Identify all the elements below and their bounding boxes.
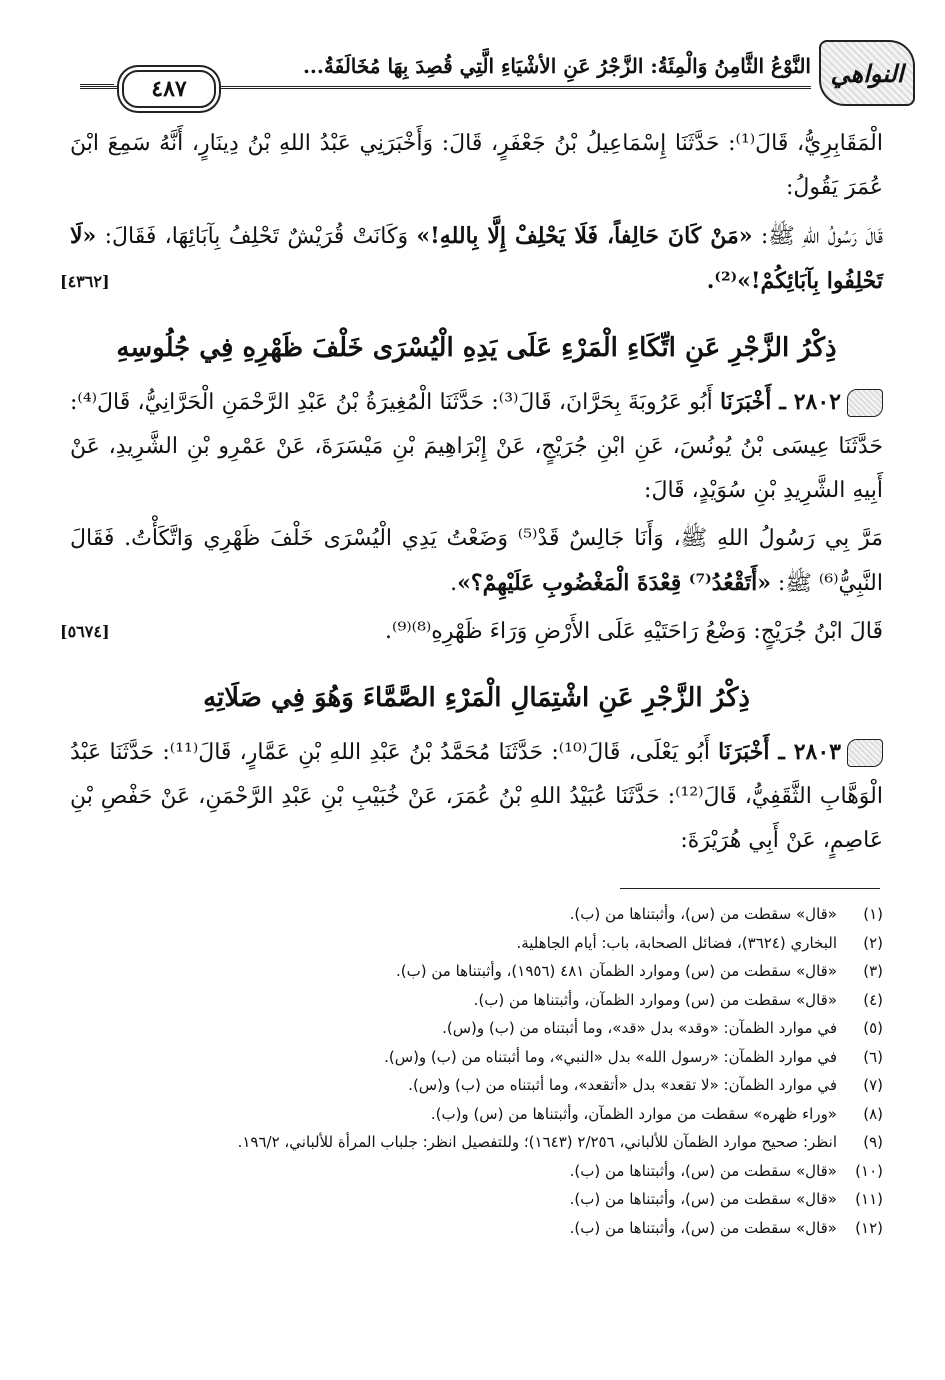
footnote [70, 986, 883, 1015]
prophetic-quote: «مَنْ كَانَ حَالِفاً، فَلَا يَحْلِفْ إِلَّا بِاللهِ!» [416, 223, 753, 249]
footnote-text: «قال» سقطت من (س)، وأثبتناها من (ب). [569, 905, 837, 923]
header-left-rule [80, 84, 114, 87]
footnote-number: (٤) [863, 990, 883, 1009]
footnote [70, 1128, 883, 1157]
footnote [70, 1214, 883, 1243]
prophetic-quote: «أَتَقْعُدُ⁽⁷⁾ قِعْدَةَ الْمَغْضُوبِ عَلَيْهِمْ؟» [457, 570, 771, 596]
footnote [70, 929, 883, 958]
chapter-heading: ذِكْرُ الزَّجْرِ عَنِ اشْتِمَالِ الْمَرْءِ الصَّمَّاءَ وَهُوَ فِي صَلَاتِهِ [203, 683, 750, 713]
footnote [70, 1157, 883, 1186]
text-run: أَبُو عَرُوبَةَ بِحَرَّانَ، قَالَ⁽³⁾: حَدَّثَنَا الْمُغِيرَةُ بْنُ عَبْدِ الرَّحْمَنِ الْحَرَّانِيُّ، قَالَ⁽⁴⁾: حَدَّثَنَا عِيسَى بْنُ يُونُسَ، عَنِ ابْنِ جُرَيْجٍ، عَنْ إِبْرَاهِيمَ بْنِ مَيْسَرَةَ، عَنْ عَمْرِو بْنِ الشَّرِيدِ، عَنْ أَبِيهِ الشَّرِيدِ بْنِ سُوَيْدٍ، قَالَ: [70, 390, 883, 503]
footnote [70, 1185, 883, 1214]
text-run: . [450, 571, 458, 596]
footnote [70, 900, 883, 929]
text-run: قَالَ ابْنُ جُرَيْجٍ: وَضْعُ رَاحَتَيْهِ عَلَى الأَرْضِ وَرَاءَ ظَهْرِهِ⁽⁸⁾⁽⁹⁾. [385, 619, 883, 644]
footnote-number: (٣) [863, 962, 883, 980]
paragraph [60, 610, 883, 654]
footnote-text: «قال» سقطت من (س) وموارد الظمآن ٤٨١ (١٩٥٦)، وأثبتناها من (ب). [396, 962, 837, 980]
footnote-text: انظر: صحيح موارد الظمآن للألباني، ٢/٢٥٦ (١٦٤٣)؛ وللتفصيل انظر: جلباب المرأة للألباني، ١٩٦/٢. [237, 1133, 837, 1151]
footnote-number: (٦) [863, 1047, 883, 1066]
paragraph [70, 517, 883, 606]
footnote [70, 1014, 883, 1043]
text-run: وَكَانَتْ قُرَيْشٌ تَحْلِفُ بِآبَائِهَا، فَقَالَ: [96, 224, 417, 249]
text-run: مَرَّ بِي رَسُولُ اللهِ ﷺ، وَأَنَا جَالِسٌ قَدْ⁽⁵⁾ وَضَعْتُ يَدِي الْيُسْرَى خَلْفَ ظَهْرِي وَاتَّكَأْتُ. فَقَالَ النَّبِيُّ⁽⁶⁾ ﷺ: [70, 526, 883, 596]
hadith-reference: [٥٦٧٤] [60, 622, 110, 641]
text-run: أَبُو يَعْلَى، قَالَ⁽¹⁰⁾: حَدَّثَنَا مُحَمَّدُ بْنُ عَبْدِ اللهِ بْنِ عَمَّارٍ، قَالَ⁽¹¹⁾: حَدَّثَنَا عَبْدُ الْوَهَّابِ الثَّقَفِيُّ، قَالَ⁽¹²⁾: حَدَّثَنَا عُبَيْدُ اللهِ بْنُ عُمَرَ، عَنْ خُبَيْبِ بْنِ عَبْدِ الرَّحْمَنِ، عَنْ حَفْصِ بْنِ عَاصِمٍ، عَنْ أَبِي هُرَيْرَةَ: [70, 740, 883, 853]
footnote [70, 1100, 883, 1129]
footnote-text: «قال» سقطت من (س)، وأثبتناها من (ب). [569, 1161, 837, 1180]
paragraph [60, 214, 883, 304]
footnote-text: في موارد الظمآن: «رسول الله» بدل «النبي»، وما أثبتناه من (ب) و(س). [384, 1047, 837, 1066]
footnote [70, 1071, 883, 1100]
footnote-number: (١٢) [855, 1218, 883, 1237]
hadith-number: ٢٨٠٣ ـ أَخْبَرَنَا [718, 739, 841, 765]
footnote [70, 957, 883, 986]
paragraph [70, 730, 883, 863]
footnote-text: «قال» سقطت من (س) وموارد الظمآن، وأثبتناها من (ب). [473, 990, 837, 1009]
footnote-text: «وراء ظهره» سقطت من موارد الظمآن، وأثبتناها من (س) و(ب). [430, 1104, 837, 1123]
paragraph [70, 380, 883, 513]
prophetic-quote: «لَا تَحْلِفُوا بِآبَائِكُمْ!»⁽²⁾. [70, 223, 883, 294]
hadith-marker-icon [847, 739, 883, 767]
section-badge: النواهي [819, 40, 915, 106]
hadith-number: ٢٨٠٢ ـ أَخْبَرَنَا [720, 389, 841, 415]
paragraph: الْمَقَابِرِيُّ، قَالَ⁽¹⁾: حَدَّثَنَا إِسْمَاعِيلُ بْنُ جَعْفَرٍ، قَالَ: وَأَخْبَرَنِي عَبْدُ اللهِ بْنُ دِينَارٍ، أَنَّهُ سَمِعَ ابْنَ عُمَرَ يَقُولُ: [70, 131, 883, 200]
footnote-text: في موارد الظمآن: «لا تقعد» بدل «أتقعد»، وما أثبتناه من (ب) و(س). [408, 1076, 837, 1094]
footnote-number: (٥) [863, 1019, 883, 1037]
chapter-heading: ذِكْرُ الزَّجْرِ عَنِ اتِّكَاءِ الْمَرْءِ عَلَى يَدِهِ الْيُسْرَى خَلْفَ ظَهْرِهِ فِي جُلُوسِهِ [116, 333, 837, 363]
footnote-number: (٩) [863, 1133, 883, 1151]
footnote-number: (١١) [855, 1190, 883, 1208]
footnote [70, 1043, 883, 1072]
footnote-text: «قال» سقطت من (س)، وأثبتناها من (ب). [569, 1190, 837, 1208]
page-header [80, 40, 915, 110]
footnotes [70, 900, 883, 1242]
running-title: النَّوْعُ الثَّامِنُ وَالْمِئَةُ: الزَّجْرُ عَنِ الأشْيَاءِ الَّتِي قُصِدَ بِهَا مُخَالَفَةُ... [302, 54, 811, 78]
footnote-text: في موارد الظمآن: «وقد» بدل «قد»، وما أثبتناه من (ب) و(س). [442, 1019, 837, 1037]
footnote-text: «قال» سقطت من (س)، وأثبتناها من (ب). [569, 1218, 837, 1237]
footnote-number: (٢) [863, 933, 883, 952]
footnote-number: (٨) [863, 1104, 883, 1123]
text-run: قَالَ رَسُولُ اللهِ ﷺ: [752, 224, 883, 249]
footnote-text: البخاري (٣٦٢٤)، فضائل الصحابة، باب: أيام الجاهلية. [516, 933, 837, 952]
footnote-number: (٧) [863, 1076, 883, 1094]
footnote-separator [620, 888, 880, 889]
hadith-marker-icon [847, 389, 883, 417]
footnote-number: (١٠) [855, 1161, 883, 1180]
main-text [60, 122, 883, 867]
hadith-reference: [٤٣٦٢] [60, 272, 110, 291]
page-number: ٤٨٧ [122, 70, 216, 108]
footnote-number: (١) [863, 905, 883, 923]
